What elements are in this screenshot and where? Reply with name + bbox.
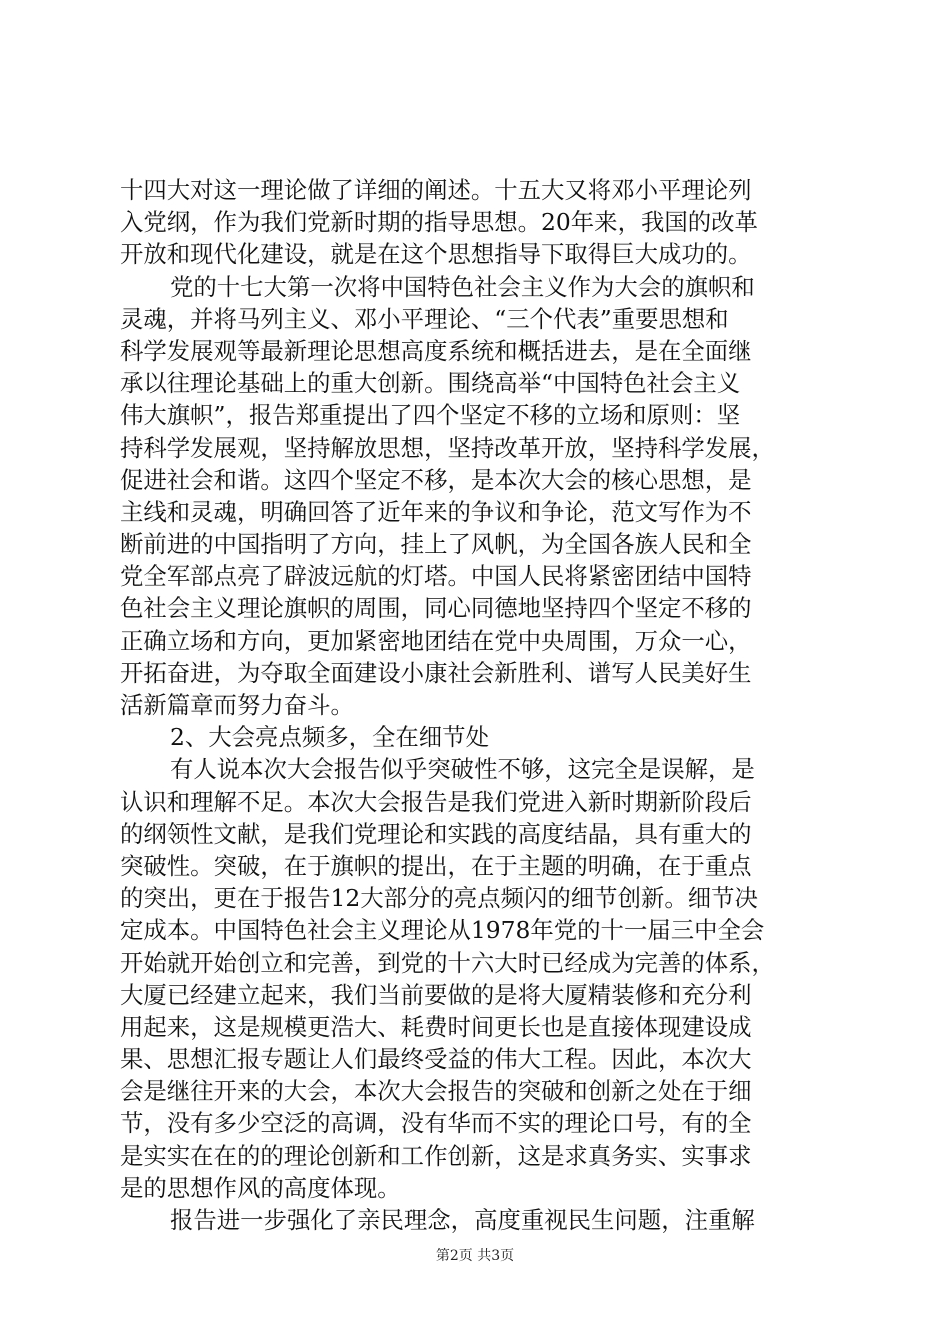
page-footer: 第2页 共3页 bbox=[435, 1248, 515, 1264]
text-line: 伟大旗帜”，报告郑重提出了四个坚定不移的立场和原则：坚 bbox=[120, 401, 741, 430]
body-text bbox=[120, 174, 832, 1236]
text-line: 会是继往开来的大会，本次大会报告的突破和创新之处在于细 bbox=[120, 1077, 752, 1106]
text-line: 党全军部点亮了辟波远航的灯塔。中国人民将紧密团结中国特 bbox=[120, 562, 752, 591]
text-line: 党的十七大第一次将中国特色社会主义作为大会的旗帜和 bbox=[170, 272, 755, 301]
text-line: 促进社会和谐。这四个坚定不移，是本次大会的核心思想，是 bbox=[120, 465, 752, 494]
text-line: 有人说本次大会报告似乎突破性不够，这完全是误解，是 bbox=[170, 755, 755, 784]
text-line: 的突出，更在于报告12大部分的亮点频闪的细节创新。细节决 bbox=[120, 884, 758, 913]
text-line: 入党纲，作为我们党新时期的指导思想。20年来，我国的改革 bbox=[120, 208, 758, 237]
text-line: 持科学发展观，坚持解放思想，坚持改革开放，坚持科学发展， bbox=[120, 433, 775, 462]
text-line: 正确立场和方向，更加紧密地团结在党中央周围，万众一心， bbox=[120, 626, 752, 655]
text-line: 开拓奋进，为夺取全面建设小康社会新胜利、谱写人民美好生 bbox=[120, 658, 752, 687]
text-line: 十四大对这一理论做了详细的阐述。十五大又将邓小平理论列 bbox=[120, 176, 752, 204]
text-line: 2、大会亮点频多，全在细节处 bbox=[170, 723, 489, 752]
text-line: 开放和现代化建设，就是在这个思想指导下取得巨大成功的。 bbox=[120, 240, 752, 269]
text-line: 主线和灵魂，明确回答了近年来的争议和争论，范文写作为不 bbox=[120, 497, 752, 526]
text-line: 节，没有多少空泛的高调，没有华而不实的理论口号，有的全 bbox=[120, 1109, 752, 1138]
text-line: 突破性。突破，在于旗帜的提出，在于主题的明确，在于重点 bbox=[120, 851, 752, 880]
text-line: 用起来，这是规模更浩大、耗费时间更长也是直接体现建设成 bbox=[120, 1012, 752, 1041]
text-line: 认识和理解不足。本次大会报告是我们党进入新时期新阶段后 bbox=[120, 787, 752, 816]
text-line: 大厦已经建立起来，我们当前要做的是将大厦精装修和充分利 bbox=[120, 980, 752, 1009]
text-line: 科学发展观等最新理论思想高度系统和概括进去，是在全面继 bbox=[120, 336, 752, 365]
text-line: 报告进一步强化了亲民理念，高度重视民生问题，注重解 bbox=[170, 1206, 755, 1234]
text-line: 开始就开始创立和完善，到党的十六大时已经成为完善的体系， bbox=[120, 948, 775, 977]
text-line: 的纲领性文献，是我们党理论和实践的高度结晶，具有重大的 bbox=[120, 819, 752, 848]
text-line: 是实实在在的的理论创新和工作创新，这是求真务实、实事求 bbox=[120, 1141, 752, 1170]
text-line: 断前进的中国指明了方向，挂上了风帆，为全国各族人民和全 bbox=[120, 530, 752, 559]
text-line: 色社会主义理论旗帜的周围，同心同德地坚持四个坚定不移的 bbox=[120, 594, 752, 623]
text-line: 承以往理论基础上的重大创新。围绕高举“中国特色社会主义 bbox=[120, 369, 741, 398]
text-line: 活新篇章而努力奋斗。 bbox=[120, 691, 354, 719]
text-line: 定成本。中国特色社会主义理论从1978年党的十一届三中全会 bbox=[120, 916, 765, 945]
text-line: 灵魂，并将马列主义、邓小平理论、“三个代表”重要思想和 bbox=[120, 304, 729, 333]
text-line: 是的思想作风的高度体现。 bbox=[120, 1173, 401, 1202]
text-line: 果、思想汇报专题让人们最终受益的伟大工程。因此，本次大 bbox=[120, 1045, 752, 1074]
